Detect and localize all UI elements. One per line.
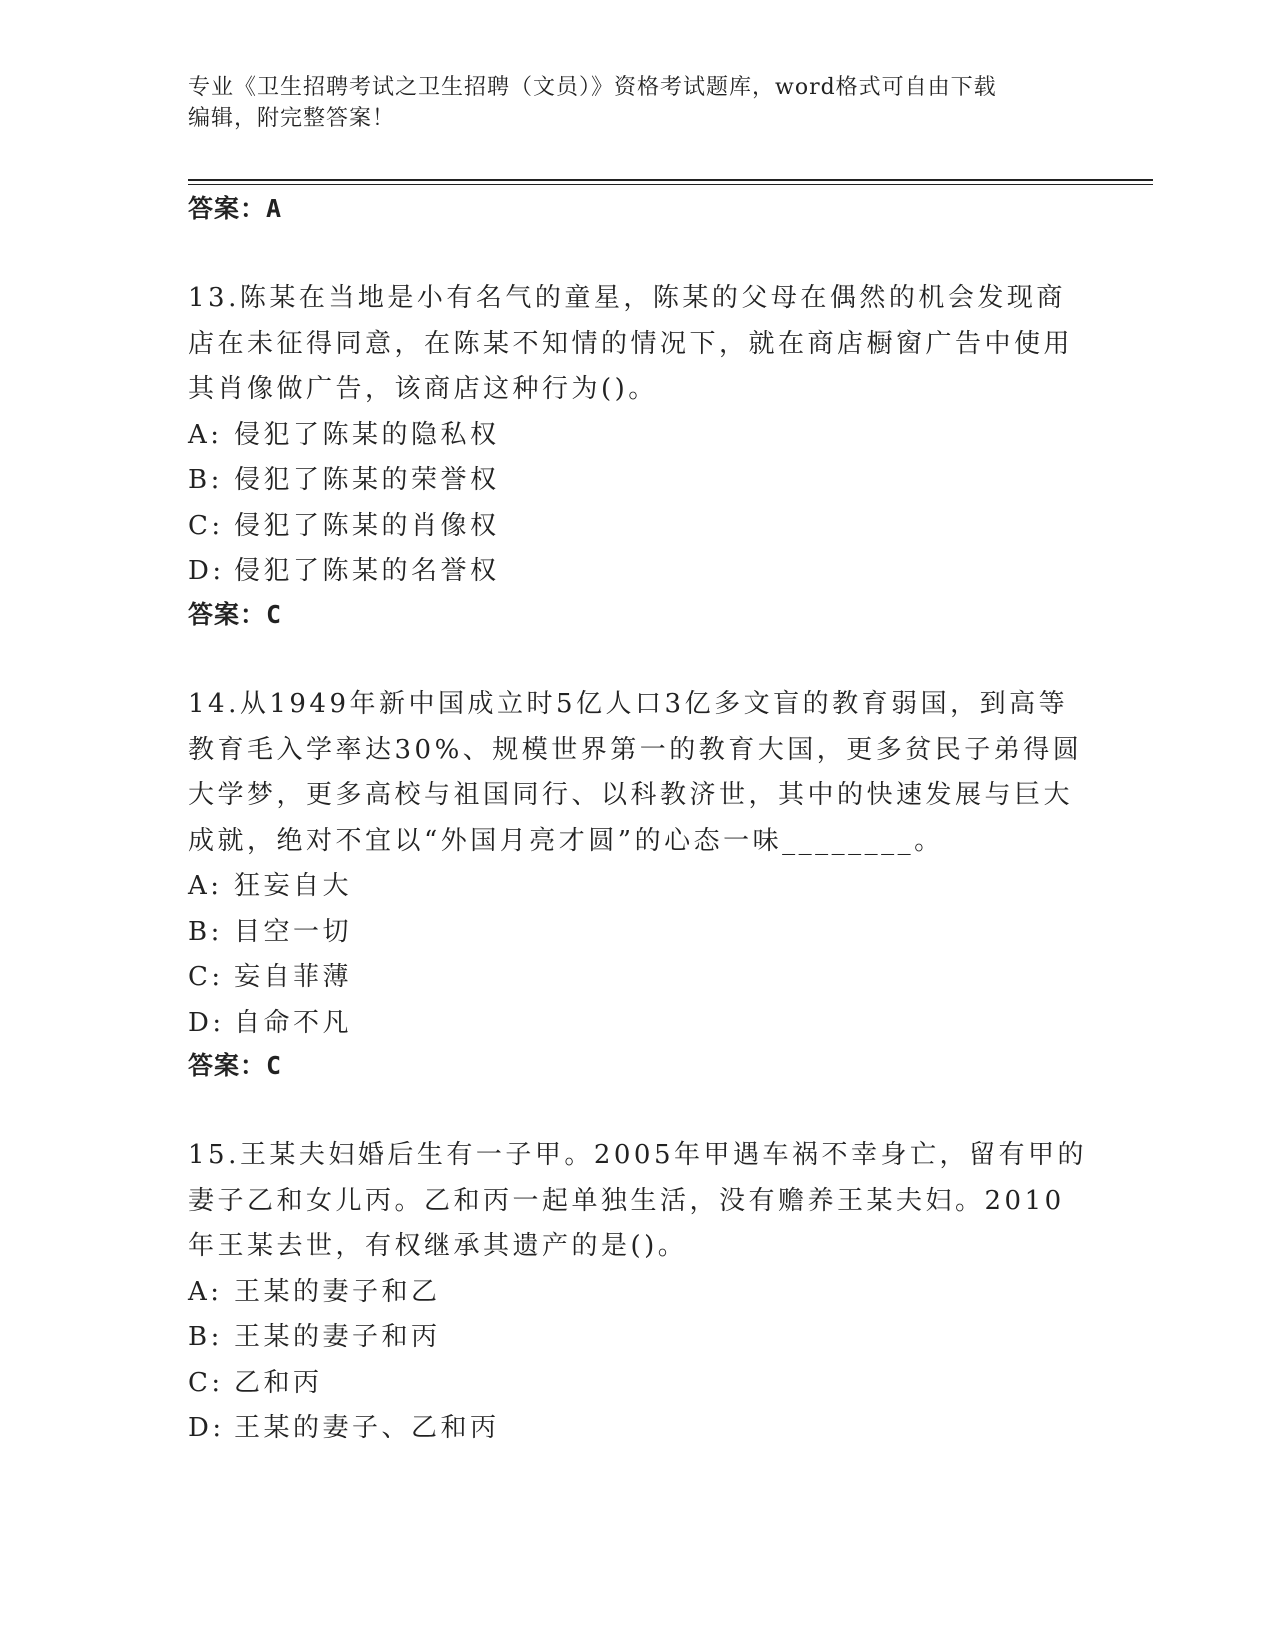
option-c [188,1361,1088,1407]
header-line-2: 编辑，附完整答案！ [188,106,396,131]
option-key: B: [188,465,223,495]
option-b [188,1315,1088,1361]
question-stem: 13.陈某在当地是小有名气的童星，陈某的父母在偶然的机会发现商店在未征得同意，在陈某不知情的情况下，就在商店橱窗广告中使用其肖像做广告，该商店这种行为()。 [188,283,1074,404]
option-key: C: [188,962,224,992]
answer-value: C [266,600,283,629]
option-text: 王某的妻子和丙 [234,1322,441,1352]
question-13 [188,276,1088,595]
option-key: A: [188,871,223,901]
option-a [188,864,1088,910]
answer-label: 答案： [188,1051,267,1080]
option-a [188,1270,1088,1316]
option-key: D: [188,556,225,586]
option-d [188,1001,1088,1047]
header-divider-thin [188,184,1153,185]
question-stem: 15.王某夫妇婚后生有一子甲。2005年甲遇车祸不幸身亡，留有甲的妻子乙和女儿丙。乙和丙一起单独生活，没有赡养王某夫妇。2010年王某去世，有权继承其遗产的是()。 [188,1140,1088,1261]
answer-label: 答案： [188,600,267,629]
option-text: 自命不凡 [234,1007,353,1038]
option-text: 王某的妻子和乙 [234,1276,441,1307]
option-key: B: [188,1322,223,1352]
option-text: 目空一切 [234,916,353,947]
option-text: 王某的妻子、乙和丙 [234,1413,500,1443]
option-b [188,910,1088,956]
option-key: B: [188,916,223,947]
option-c [188,955,1088,1001]
question-15 [188,1133,1088,1452]
option-a [188,413,1088,459]
answer-line-14 [188,1050,282,1082]
answer-line-13 [188,599,282,631]
option-text: 妄自菲薄 [234,962,353,992]
answer-label: 答案： [188,194,267,223]
question-14 [188,682,1088,1046]
option-c [188,504,1088,550]
question-stem: 14.从1949年新中国成立时5亿人口3亿多文盲的教育弱国，到高等教育毛入学率达30%、规模世界第一的教育大国，更多贫民子弟得圆大学梦，更多高校与祖国同行、以科教济世，其中的快速发展与巨大成就，绝对不宜以“外国月亮才圆”的心态一味________。 [188,689,1083,856]
header-divider-thick [188,179,1153,181]
document-header [188,72,1068,134]
header-line-1: 专业《卫生招聘考试之卫生招聘（文员）》资格考试题库，word格式可自由下载 [188,75,997,100]
option-d [188,1406,1088,1452]
option-text: 乙和丙 [234,1367,323,1398]
option-key: C: [188,1367,224,1398]
option-text: 狂妄自大 [234,871,353,901]
option-text: 侵犯了陈某的肖像权 [234,510,500,541]
answer-value: C [266,1051,283,1080]
option-key: C: [188,510,224,541]
option-text: 侵犯了陈某的名誉权 [234,556,500,586]
option-key: D: [188,1413,225,1443]
option-b [188,458,1088,504]
option-key: D: [188,1007,225,1038]
option-key: A: [188,1276,223,1307]
answer-line-prev [188,193,282,225]
answer-value: A [266,194,283,223]
option-d [188,549,1088,595]
option-key: A: [188,419,223,450]
option-text: 侵犯了陈某的隐私权 [234,419,500,450]
option-text: 侵犯了陈某的荣誉权 [234,465,500,495]
